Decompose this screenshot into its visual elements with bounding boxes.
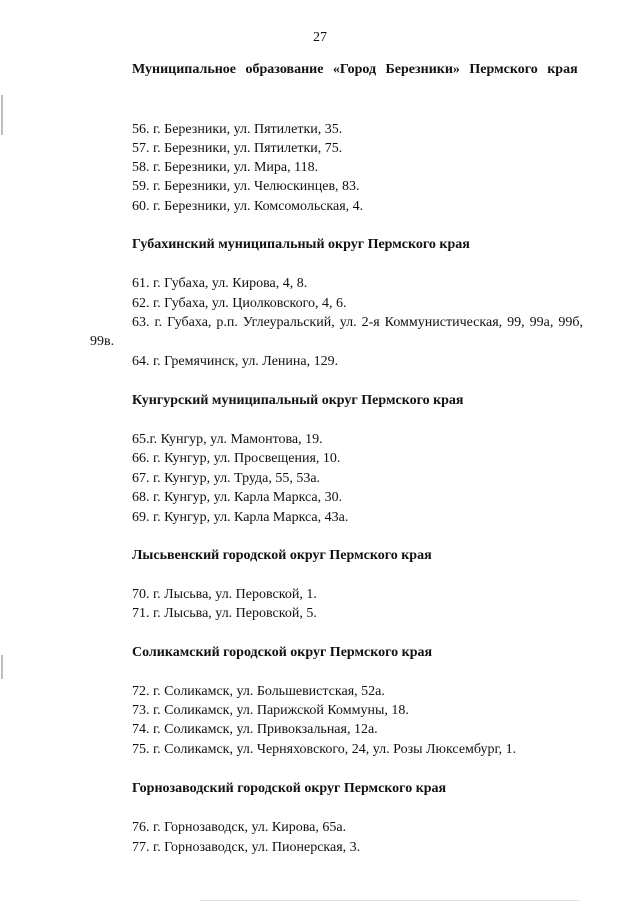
list-item: 58. г. Березники, ул. Мира, 118. xyxy=(132,160,319,175)
list-item: 70. г. Лысьва, ул. Перовской, 1. xyxy=(132,587,317,602)
scan-edge-mark xyxy=(1,95,3,135)
list-item: 76. г. Горнозаводск, ул. Кирова, 65а. xyxy=(132,820,347,835)
section-heading-solikamsk: Соликамский городской округ Пермского края xyxy=(132,645,433,660)
list-item: 73. г. Соликамск, ул. Парижской Коммуны, 18. xyxy=(132,703,409,718)
list-item: 75. г. Соликамск, ул. Черняховского, 24, ул. Розы Люксембург, 1. xyxy=(132,742,517,757)
list-item: 57. г. Березники, ул. Пятилетки, 75. xyxy=(132,141,343,156)
list-item: 64. г. Гремячинск, ул. Ленина, 129. xyxy=(132,354,339,369)
scan-edge-mark xyxy=(1,655,3,679)
section-heading-lysva: Лысьвенский городской округ Пермского края xyxy=(132,548,432,563)
list-item: 72. г. Соликамск, ул. Большевистская, 52а. xyxy=(132,684,385,699)
section-heading-gornozavodsk: Горнозаводский городской округ Пермского края xyxy=(132,781,447,796)
list-item: 63. г. Губаха, р.п. Углеуральский, ул. 2-я Коммунистическая, 99, 99а, 99б, 99в. xyxy=(90,315,583,349)
list-item: 77. г. Горнозаводск, ул. Пионерская, 3. xyxy=(132,840,361,855)
section-heading-gubakha: Губахинский муниципальный округ Пермского края xyxy=(132,237,470,252)
section-heading-kungur: Кунгурский муниципальный округ Пермского края xyxy=(132,393,464,408)
list-item: 67. г. Кунгур, ул. Труда, 55, 53а. xyxy=(132,471,321,486)
list-item: 61. г. Губаха, ул. Кирова, 4, 8. xyxy=(132,276,308,291)
list-item: 59. г. Березники, ул. Челюскинцев, 83. xyxy=(132,179,360,194)
scan-edge-mark xyxy=(200,900,580,901)
list-item: 74. г. Соликамск, ул. Привокзальная, 12а. xyxy=(132,722,378,737)
list-item: 62. г. Губаха, ул. Циолковского, 4, 6. xyxy=(132,296,347,311)
list-item: 60. г. Березники, ул. Комсомольская, 4. xyxy=(132,199,364,214)
list-item: 71. г. Лысьва, ул. Перовской, 5. xyxy=(132,606,317,621)
list-item: 56. г. Березники, ул. Пятилетки, 35. xyxy=(132,122,343,137)
list-item: 66. г. Кунгур, ул. Просвещения, 10. xyxy=(132,451,341,466)
list-item: 65.г. Кунгур, ул. Мамонтова, 19. xyxy=(132,432,323,447)
section-heading-berezniki: Муниципальное образование «Город Березники» Пермского края xyxy=(132,62,578,77)
list-item: 68. г. Кунгур, ул. Карла Маркса, 30. xyxy=(132,490,343,505)
list-item: 69. г. Кунгур, ул. Карла Маркса, 43а. xyxy=(132,510,349,525)
page-number: 27 xyxy=(313,30,327,45)
